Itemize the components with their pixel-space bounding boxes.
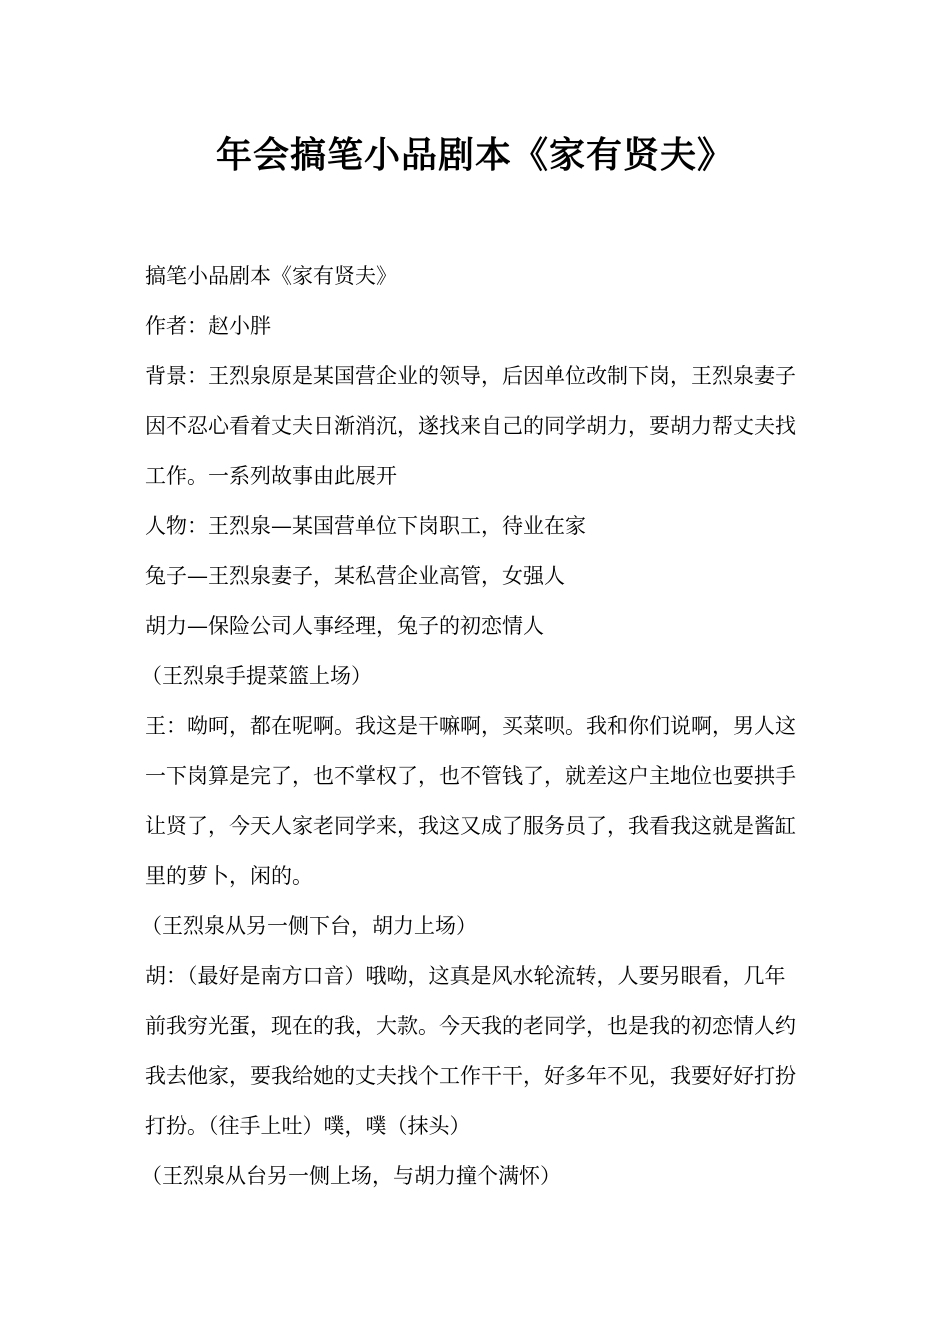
dialogue-wang: 王：呦呵，都在呢啊。我这是干嘛啊，买菜呗。我和你们说啊，男人这一下岗算是完了，也不掌权了，也不管钱了，就差这户主地位也要拱手让贤了，今天人家老同学来，我这又成了服务员了，我看我这就是酱缸里的萝卜，闲的。 [145,714,796,888]
document-title: 年会搞笔小品剧本《家有贤夫》 [215,134,734,176]
dialogue-hu: 胡：（最好是南方口音）哦呦，这真是风水轮流转，人要另眼看，几年前我穷光蛋，现在的我，大款。今天我的老同学，也是我的初恋情人约我去他家，要我给她的丈夫找个工作干干，好多年不见，我要好好打扮打扮。（往手上吐）噗，噗（抹头） [145,964,796,1138]
stage-direction: （王烈泉从台另一侧上场，与胡力撞个满怀） [141,1164,561,1188]
paragraph-subtitle: 搞笔小品剧本《家有贤夫》 [145,264,397,288]
stage-direction: （王烈泉手提菜篮上场） [141,664,372,688]
paragraph-author: 作者：赵小胖 [145,314,271,338]
document-body [141,251,805,1201]
paragraph-background: 背景：王烈泉原是某国营企业的领导，后因单位改制下岗，王烈泉妻子因不忍心看着丈夫日渐消沉，遂找来自己的同学胡力，要胡力帮丈夫找工作。一系列故事由此展开 [145,364,796,488]
paragraph-characters: 人物：王烈泉—某国营单位下岗职工，待业在家 [145,514,586,538]
stage-direction: （王烈泉从另一侧下台，胡力上场） [141,914,477,938]
paragraph-character-huli: 胡力—保险公司人事经理，兔子的初恋情人 [145,614,544,638]
paragraph-character-tuzi: 兔子—王烈泉妻子，某私营企业高管，女强人 [145,564,565,588]
